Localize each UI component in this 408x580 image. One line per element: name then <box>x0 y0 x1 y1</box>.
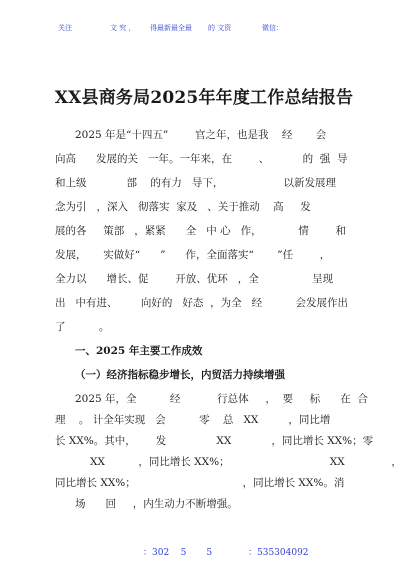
header-wechat[interactable]: 微信： <box>262 24 283 32</box>
paragraph-line: 出 中有进、 向好的 好态 ，为全 经 会发展作出 <box>55 297 348 309</box>
paragraph-line: 了 。 <box>55 321 110 333</box>
header-follow[interactable]: 关注 <box>58 24 72 32</box>
paragraph-line: 展的各 策部 ，紧紧 全 中 心 作， 情 和 <box>55 225 347 237</box>
paragraph-line: 场 回 ，内生动力不断增强。 <box>75 498 238 510</box>
paragraph-line: 理 。 计全年实现 会 零 总 XX ，同比增 <box>55 414 331 426</box>
paragraph-line: 长 XX%。其中， 发 XX ，同比增长 XX%；零 <box>55 435 374 447</box>
header-bar <box>0 23 408 39</box>
paragraph-line: 向高 发展的关 一年。一年来，在 、 的 强 导 <box>55 153 348 165</box>
header-text-4: 的 文资 <box>208 24 232 32</box>
paragraph-line: 和上级 部 的有力 导下， 以新发展理 <box>55 177 336 189</box>
header-text-2: 文 究 ， <box>110 24 136 32</box>
paragraph-line: 全力以 增长、促 开放、优环 ，全 呈现 <box>55 273 334 285</box>
paragraph-line: 念为引 ，深入 彻落实 家及 、关于推动 高 发 <box>55 201 311 213</box>
section-heading: 一、2025 年主要工作成效 <box>75 345 203 357</box>
header-text-3: 得最新最全最 <box>150 24 192 32</box>
paragraph-line: 2025 年，全 经 行总体 ， 要 标 在 合 <box>75 393 368 405</box>
paragraph-line: XX ，同比增长 XX%； XX ， <box>90 456 402 468</box>
footer-left: ：302 5 5 <box>143 548 213 558</box>
paragraph-line: 发展， 实做好“ ” 作，全面落实“ ”任 ， <box>55 249 331 261</box>
footer-right: ：535304092 <box>248 548 309 558</box>
paragraph-line: 同比增长 XX%； ，同比增长 XX%。消 <box>55 477 345 489</box>
paragraph-line: 2025 年是“十四五” 官之年，也是我 经 会 <box>75 129 327 141</box>
subsection-heading: （一）经济指标稳步增长，内贸活力持续增强 <box>75 369 285 381</box>
document-title: XX县商务局2025年年度工作总结报告 <box>54 88 354 108</box>
